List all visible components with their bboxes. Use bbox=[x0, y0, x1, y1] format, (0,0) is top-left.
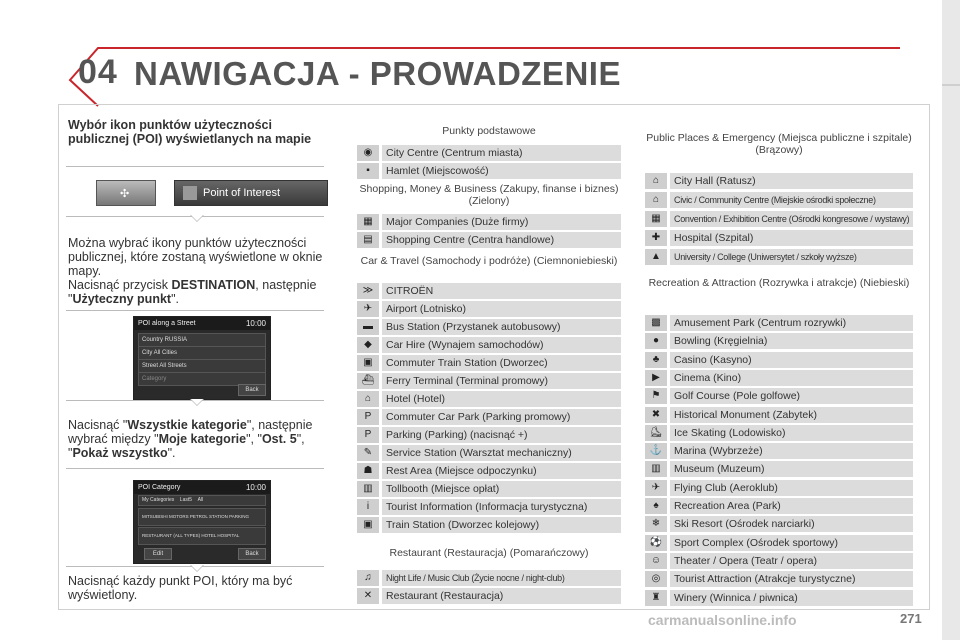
sport-icon: ⚽ bbox=[645, 535, 667, 551]
poi-item-label: Parking (Parking) (nacisnąć +) bbox=[382, 427, 621, 443]
screen-row: Category bbox=[138, 372, 266, 386]
poi-item bbox=[645, 315, 913, 331]
page-number: 271 bbox=[900, 611, 922, 626]
screen-row: City All Cities bbox=[138, 346, 266, 360]
poi-item bbox=[645, 211, 913, 227]
poi-item bbox=[645, 461, 913, 477]
poi-item bbox=[357, 588, 621, 604]
section-heading: Public Places & Emergency (Miejsca publiczne i szpitale) (Brązowy) bbox=[646, 132, 912, 156]
poi-item bbox=[357, 481, 621, 497]
poi-category-screen bbox=[133, 480, 271, 564]
poi-item bbox=[357, 373, 621, 389]
poi-item bbox=[357, 427, 621, 443]
section-heading: Restaurant (Restauracja) (Pomarańczowy) bbox=[389, 547, 589, 559]
poi-item bbox=[645, 516, 913, 532]
hospital-icon: ✚ bbox=[645, 230, 667, 246]
poi-item bbox=[645, 425, 913, 441]
poi-item bbox=[645, 173, 913, 189]
poi-item-label: CITROËN bbox=[382, 283, 621, 299]
poi-item bbox=[357, 445, 621, 461]
train-station-icon: ▣ bbox=[357, 517, 379, 533]
poi-item bbox=[645, 192, 913, 208]
text: ", następnie wybrać między " bbox=[68, 418, 313, 446]
ferry-icon: ⛴ bbox=[357, 373, 379, 389]
train-icon: ▣ bbox=[357, 355, 379, 371]
poi-item bbox=[645, 370, 913, 386]
hotel-icon: ⌂ bbox=[357, 391, 379, 407]
section-heading: Shopping, Money & Business (Zakupy, finanse i biznes) (Zielony) bbox=[359, 183, 619, 207]
section-heading: Recreation & Attraction (Rozrywka i atrakcje) (Niebieski) bbox=[648, 277, 910, 289]
text: ". bbox=[171, 292, 179, 306]
poi-item bbox=[357, 570, 621, 586]
separator bbox=[66, 468, 324, 469]
golf-icon: ⚑ bbox=[645, 388, 667, 404]
poi-item-label: Recreation Area (Park) bbox=[670, 498, 913, 514]
poi-item-label: Bus Station (Przystanek autobusowy) bbox=[382, 319, 621, 335]
poi-item bbox=[357, 463, 621, 479]
screen-tab: Last5 bbox=[179, 497, 193, 503]
poi-item-label: Casino (Kasyno) bbox=[670, 352, 913, 368]
convention-icon: ▦ bbox=[645, 211, 667, 227]
poi-item bbox=[357, 283, 621, 299]
poi-button-label: Point of Interest bbox=[203, 187, 281, 199]
left-paragraph-1: Można wybrać ikony punktów użyteczności publicznej, które zostaną wyświetlone w oknie mapy. bbox=[68, 236, 323, 278]
poi-item-label: Golf Course (Pole golfowe) bbox=[670, 388, 913, 404]
bus-icon: ▬ bbox=[357, 319, 379, 335]
poi-item-label: Train Station (Dworzec kolejowy) bbox=[382, 517, 621, 533]
poi-item bbox=[357, 319, 621, 335]
civic-centre-icon: ⌂ bbox=[645, 192, 667, 208]
poi-item-label: Ferry Terminal (Terminal promowy) bbox=[382, 373, 621, 389]
poi-item-label: Tourist Information (Informacja turystyczna) bbox=[382, 499, 621, 515]
company-icon: ▦ bbox=[357, 214, 379, 230]
page-title: NAWIGACJA - PROWADZENIE bbox=[134, 55, 621, 92]
poi-item-label: Hospital (Szpital) bbox=[670, 230, 913, 246]
text: , następnie " bbox=[68, 278, 317, 306]
left-paragraph-2 bbox=[68, 278, 336, 306]
left-paragraph-3 bbox=[68, 418, 336, 460]
screen-row: MITSUBISHI MOTORS PETROL STATION PARKING bbox=[138, 508, 266, 526]
poi-item-label: Commuter Car Park (Parking promowy) bbox=[382, 409, 621, 425]
text-bold: Użyteczny punkt bbox=[72, 292, 172, 306]
poi-item bbox=[357, 145, 621, 161]
left-paragraph-4: Nacisnąć każdy punkt POI, który ma być wyświetlony. bbox=[68, 574, 293, 602]
screen-back: Back bbox=[238, 548, 266, 560]
section-heading: Punkty podstawowe bbox=[442, 125, 536, 137]
poi-item-label: Hotel (Hotel) bbox=[382, 391, 621, 407]
screen-clock: 10:00 bbox=[245, 483, 266, 492]
poi-item bbox=[645, 333, 913, 349]
poi-item bbox=[645, 480, 913, 496]
theater-icon: ☺ bbox=[645, 553, 667, 569]
poi-item bbox=[645, 230, 913, 246]
text-bold: Ost. 5 bbox=[261, 432, 297, 446]
ski-icon: ❄ bbox=[645, 516, 667, 532]
winery-icon: ♜ bbox=[645, 590, 667, 606]
bowling-icon: ● bbox=[645, 333, 667, 349]
ice-skating-icon: ⛸ bbox=[645, 425, 667, 441]
text: ". bbox=[167, 446, 176, 460]
hamlet-icon: ▪ bbox=[357, 163, 379, 179]
poi-item-label: Tourist Attraction (Atrakcje turystyczne) bbox=[670, 571, 913, 587]
info-icon: i bbox=[357, 499, 379, 515]
flying-club-icon: ✈ bbox=[645, 480, 667, 496]
citroen-icon: ≫ bbox=[357, 283, 379, 299]
poi-item-label: Airport (Lotnisko) bbox=[382, 301, 621, 317]
museum-icon: ▥ bbox=[645, 461, 667, 477]
screen-tabs bbox=[138, 495, 266, 506]
poi-item bbox=[357, 355, 621, 371]
poi-item-label: Winery (Winnica / piwnica) bbox=[670, 590, 913, 606]
poi-item-label: Marina (Wybrzeże) bbox=[670, 443, 913, 459]
poi-item bbox=[645, 388, 913, 404]
poi-icon bbox=[183, 186, 197, 200]
poi-item-label: Service Station (Warsztat mechaniczny) bbox=[382, 445, 621, 461]
park-ride-icon: P bbox=[357, 409, 379, 425]
nightlife-icon: ♫ bbox=[357, 570, 379, 586]
poi-item-label: Rest Area (Miejsce odpoczynku) bbox=[382, 463, 621, 479]
text-bold: Pokaż wszystko bbox=[72, 446, 168, 460]
poi-item-label: Ski Resort (Ośrodek narciarki) bbox=[670, 516, 913, 532]
poi-item bbox=[357, 301, 621, 317]
text-bold: Wszystkie kategorie bbox=[127, 418, 247, 432]
screen-edit: Edit bbox=[144, 548, 172, 560]
poi-item-label: University / College (Uniwersytet / szkoły wyższe) bbox=[670, 249, 913, 265]
page-side-tab bbox=[942, 0, 960, 640]
screen-row: Country RUSSIA bbox=[138, 333, 266, 347]
amusement-icon: ▩ bbox=[645, 315, 667, 331]
text: Nacisnąć przycisk bbox=[68, 278, 172, 292]
poi-along-street-screen bbox=[133, 316, 271, 400]
poi-item-label: Flying Club (Aeroklub) bbox=[670, 480, 913, 496]
poi-item-label: Car Hire (Wynajem samochodów) bbox=[382, 337, 621, 353]
screen-title: POI Category bbox=[138, 484, 181, 491]
poi-item-label: Convention / Exhibition Centre (Ośrodki kongresowe / wystawy) bbox=[670, 211, 913, 227]
poi-item bbox=[357, 517, 621, 533]
poi-item bbox=[645, 352, 913, 368]
university-icon: ▲ bbox=[645, 249, 667, 265]
text: ", " bbox=[246, 432, 262, 446]
poi-item-label: Ice Skating (Lodowisko) bbox=[670, 425, 913, 441]
poi-item-label: Bowling (Kręgielnia) bbox=[670, 333, 913, 349]
left-heading: Wybór ikon punktów użyteczności publicznej (POI) wyświetlanych na mapie bbox=[68, 118, 312, 146]
poi-item bbox=[357, 391, 621, 407]
casino-icon: ♣ bbox=[645, 352, 667, 368]
cinema-icon: ▶ bbox=[645, 370, 667, 386]
screen-title: POI along a Street bbox=[138, 320, 196, 327]
poi-item-label: Museum (Muzeum) bbox=[670, 461, 913, 477]
separator bbox=[66, 310, 324, 311]
watermark: carmanualsonline.info bbox=[648, 612, 797, 628]
service-icon: ✎ bbox=[357, 445, 379, 461]
shopping-icon: ▤ bbox=[357, 232, 379, 248]
parking-icon: P bbox=[357, 427, 379, 443]
text: ", " bbox=[68, 432, 305, 460]
screen-row: RESTAURANT (ALL TYPES) HOTEL HOSPITAL bbox=[138, 527, 266, 545]
screen-tab: My Categories bbox=[142, 497, 175, 503]
poi-item-label: City Centre (Centrum miasta) bbox=[382, 145, 621, 161]
airport-icon: ✈ bbox=[357, 301, 379, 317]
poi-item bbox=[645, 553, 913, 569]
poi-item-label: Shopping Centre (Centra handlowe) bbox=[382, 232, 621, 248]
poi-item bbox=[645, 535, 913, 551]
chapter-number: 04 bbox=[78, 53, 118, 91]
separator bbox=[66, 216, 324, 217]
poi-item bbox=[645, 407, 913, 423]
poi-item bbox=[357, 409, 621, 425]
poi-item-label: Cinema (Kino) bbox=[670, 370, 913, 386]
destination-button-image bbox=[96, 180, 156, 206]
poi-item bbox=[645, 571, 913, 587]
poi-item-label: Amusement Park (Centrum rozrywki) bbox=[670, 315, 913, 331]
monument-icon: ✖ bbox=[645, 407, 667, 423]
poi-item-label: Civic / Community Centre (Miejskie ośrodki społeczne) bbox=[670, 192, 913, 208]
screen-title-bar bbox=[134, 481, 270, 494]
screen-row: Street All Streets bbox=[138, 359, 266, 373]
text: Nacisnąć " bbox=[68, 418, 128, 432]
section-heading: Car & Travel (Samochody i podróże) (Ciemnoniebieski) bbox=[360, 255, 618, 267]
poi-item-label: Night Life / Music Club (Życie nocne / night-club) bbox=[382, 570, 621, 586]
poi-item bbox=[357, 163, 621, 179]
restaurant-icon: ✕ bbox=[357, 588, 379, 604]
crosshair-icon: ✣ bbox=[120, 188, 130, 200]
text-bold: Moje kategorie bbox=[158, 432, 247, 446]
screen-tab: All bbox=[197, 497, 204, 503]
screen-title-bar bbox=[134, 317, 270, 330]
poi-item-label: City Hall (Ratusz) bbox=[670, 173, 913, 189]
poi-item bbox=[357, 214, 621, 230]
car-hire-icon: ◆ bbox=[357, 337, 379, 353]
poi-item-label: Sport Complex (Ośrodek sportowy) bbox=[670, 535, 913, 551]
poi-item bbox=[645, 249, 913, 265]
screen-clock: 10:00 bbox=[245, 319, 266, 328]
poi-item-label: Restaurant (Restauracja) bbox=[382, 588, 621, 604]
separator bbox=[66, 400, 324, 401]
poi-item-label: Major Companies (Duże firmy) bbox=[382, 214, 621, 230]
poi-item-label: Historical Monument (Zabytek) bbox=[670, 407, 913, 423]
poi-item-label: Tollbooth (Miejsce opłat) bbox=[382, 481, 621, 497]
poi-item bbox=[357, 337, 621, 353]
poi-item-label: Hamlet (Miejscowość) bbox=[382, 163, 621, 179]
text-bold: DESTINATION bbox=[171, 278, 256, 292]
separator bbox=[66, 566, 324, 567]
city-hall-icon: ⌂ bbox=[645, 173, 667, 189]
poi-button-image bbox=[174, 180, 328, 206]
separator bbox=[66, 166, 324, 167]
park-icon: ♠ bbox=[645, 498, 667, 514]
screen-back: Back bbox=[238, 384, 266, 396]
poi-item-label: Theater / Opera (Teatr / opera) bbox=[670, 553, 913, 569]
poi-item bbox=[357, 232, 621, 248]
poi-item bbox=[645, 590, 913, 606]
rest-area-icon: ☗ bbox=[357, 463, 379, 479]
city-centre-icon: ◉ bbox=[357, 145, 379, 161]
toll-icon: ▥ bbox=[357, 481, 379, 497]
poi-item-label: Commuter Train Station (Dworzec) bbox=[382, 355, 621, 371]
poi-item bbox=[645, 498, 913, 514]
marina-icon: ⚓ bbox=[645, 443, 667, 459]
poi-item bbox=[357, 499, 621, 515]
poi-item bbox=[645, 443, 913, 459]
attraction-icon: ◎ bbox=[645, 571, 667, 587]
